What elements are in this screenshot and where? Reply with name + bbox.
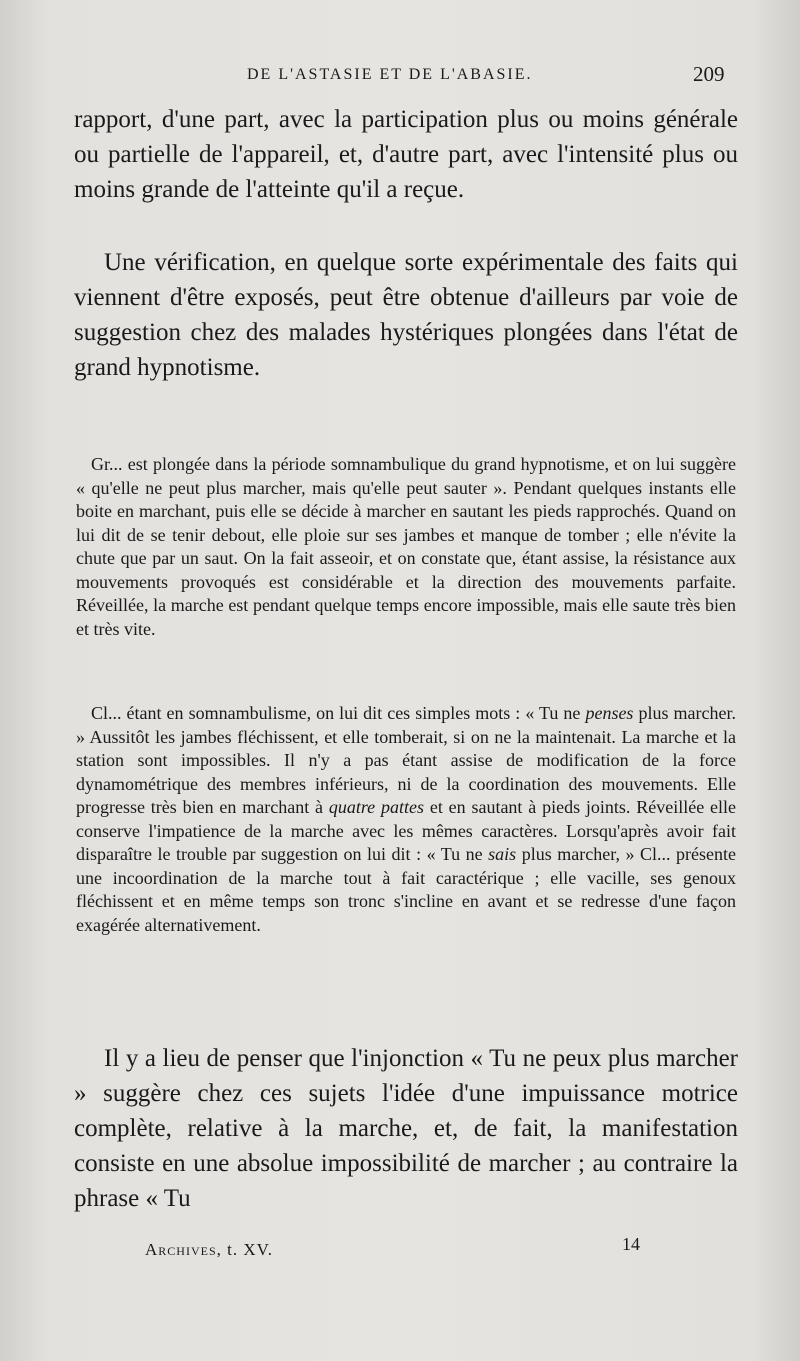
paragraph-continuation: rapport, d'une part, avec la participation plus ou moins générale ou partielle de l'appareil, et, d'autre part, avec l'intensité plus ou moins grande de l'atteinte qu'il a reçue. [74,106,738,203]
paragraph-injonction: Il y a lieu de penser que l'injonction « Tu ne peux plus marcher » suggère chez ces sujets l'idée d'une impuissance motrice complète, relative à la marche, et, de fait, la manifestation consiste en une absolue impossibilité de marcher ; au contraire la phrase « Tu [74,1045,738,1212]
case-note-cl-text-3: et en sautant à pieds joints. Réveillée elle conserve l'impatience de la marche avec les mêmes caractères. Lorsqu'après avoir fait disparaître le trouble par suggestion on lui dit : « Tu ne [76,797,736,864]
case-note-cl-text-2: plus marcher. » Aussitôt les jambes fléchissent, et elle tomberait, si on ne la maintenait. La marche et la station sont impossibles. Il n'y a pas étant assise de modification de la force dynamométrique des membres inférieurs, ni de la coordination des mouvements. Elle progresse très bien en marchant à [76,703,736,817]
case-note-cl [76,702,736,937]
case-note-cl-italic-1: penses [585,703,634,723]
signature-mark [145,1240,273,1260]
page-footer [0,1230,800,1270]
case-note-gr: Gr... est plongée dans la période somnambulique du grand hypnotisme, et on lui suggère « qu'elle ne peut plus marcher, mais qu'elle peut sauter ». Pendant quelques instants elle boite en marchant, puis elle se décide à marcher en sautant les pieds rapprochés. Quand on lui dit de se tenir debout, elle ploie sur ses jambes et manque de tomber ; elle n'évite la chute que par un saut. On la fait asseoir, et on constate que, étant assise, la résistance aux mouvements provoqués est considérable et la direction des mouvements parfaite. Réveillée, la marche est pendant quelque temps encore impossible, mais elle saute très bien et très vite. [76,454,736,639]
case-note-cl-italic-3: sais [488,844,517,864]
case-note-cl-text-4: plus marcher, » Cl... présente une incoordination de la marche tout à fait caractérique ; elle vacille, ses genoux fléchissent et en même temps son tronc s'incline en avant et se redresse d'une façon exagérée alternativement. [76,844,736,935]
case-note-cl-italic-2: quatre pattes [328,797,424,817]
signature-tail: , t. XV. [216,1240,273,1259]
signature-first-letter: A [145,1240,159,1259]
case-note-cl-text-1: Cl... étant en somnambulisme, on lui dit ces simples mots : « Tu ne [91,703,586,723]
page-header [0,62,800,92]
page-number: 209 [693,62,725,86]
signature-rest: rchives [158,1240,217,1259]
sheet-number: 14 [622,1234,640,1254]
paragraph-verification: Une vérification, en quelque sorte expérimentale des faits qui viennent d'être exposés, peut être obtenue d'ailleurs par voie de suggestion chez des malades hystériques plongées dans l'état de grand hypnotisme. [74,249,738,381]
running-head: DE L'ASTASIE ET DE L'ABASIE. [247,66,533,83]
